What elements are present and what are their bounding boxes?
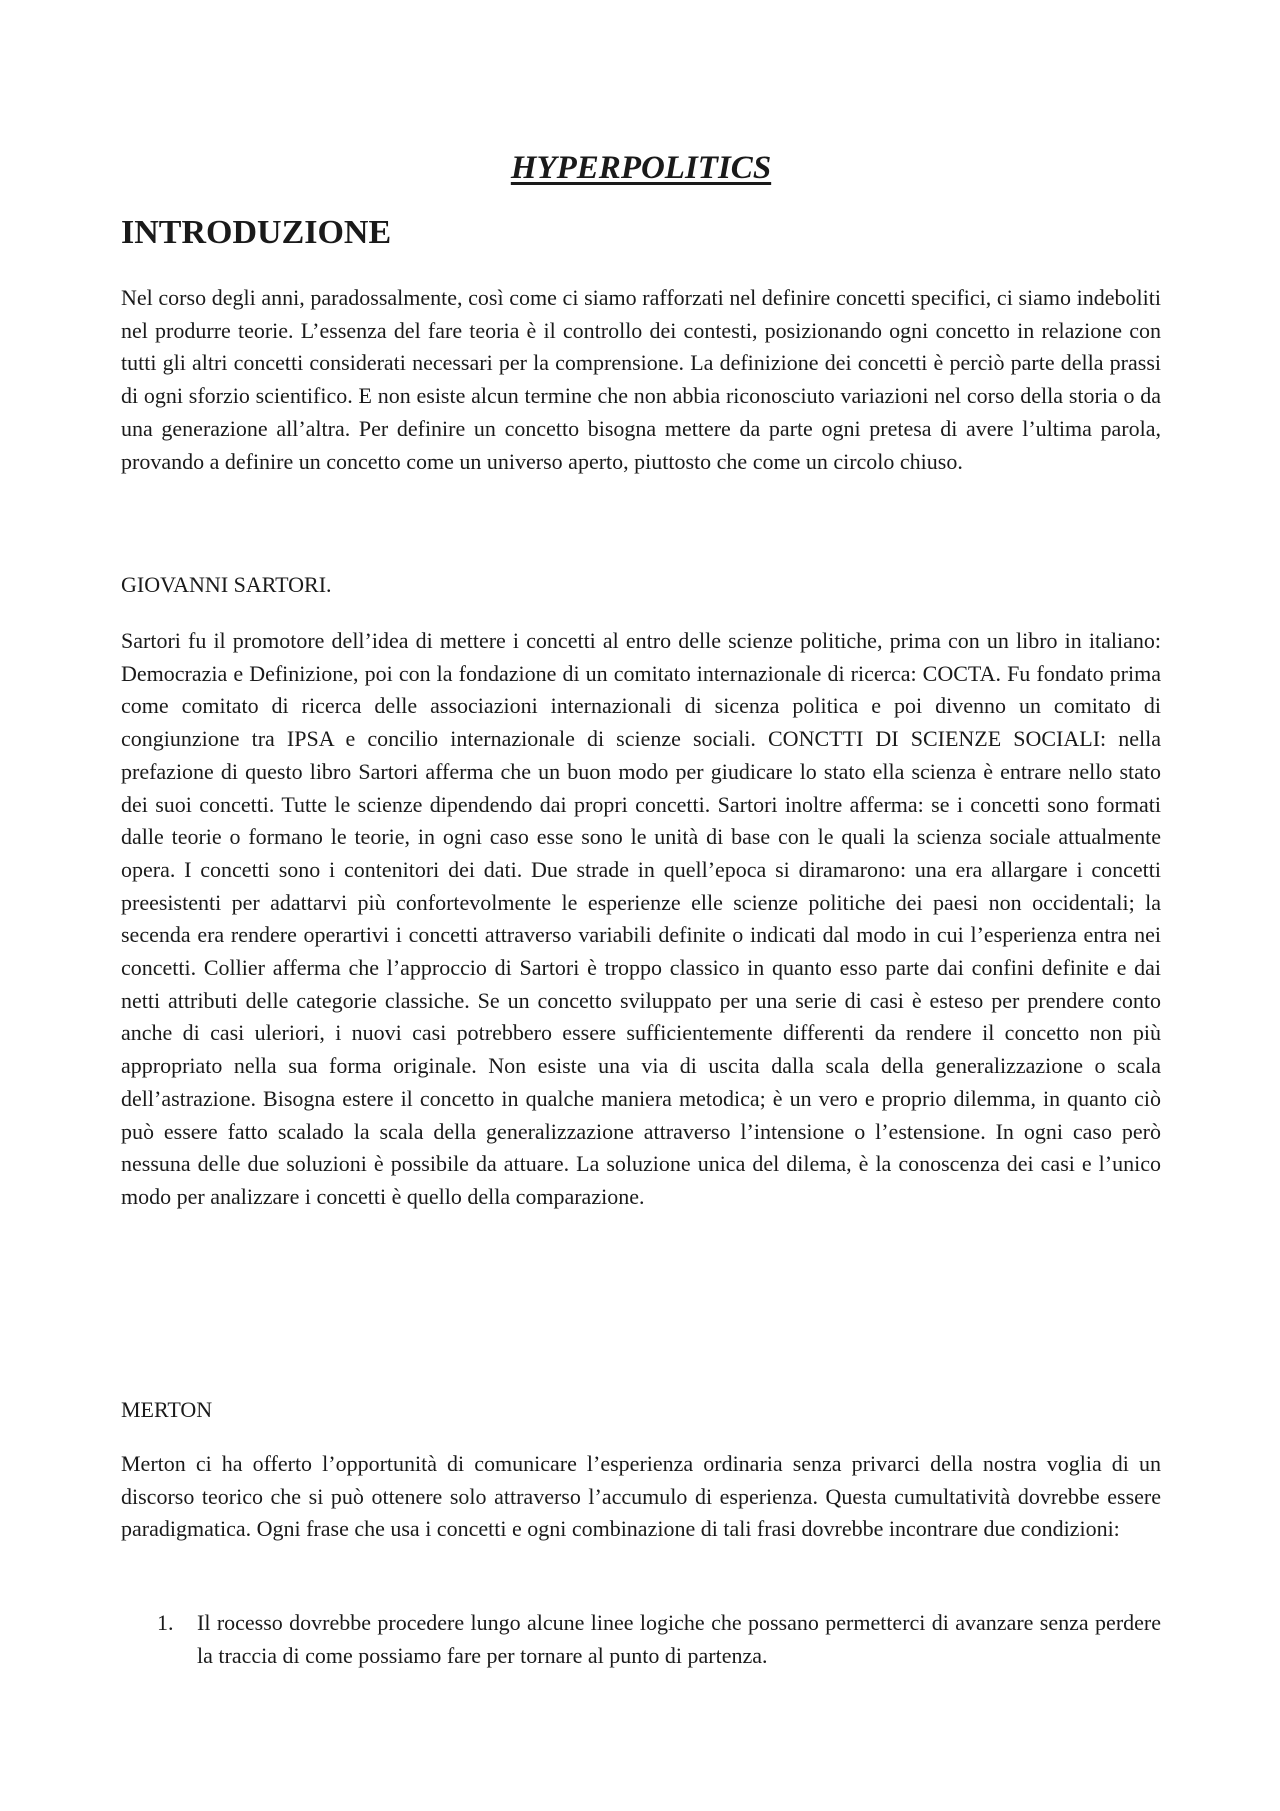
merton-paragraph: Merton ci ha offerto l’opportunità di comunicare l’esperienza ordinaria senza privarci della nostra voglia di un discorso teorico che si può ottenere solo attraverso l’accumulo di esperienza. Questa cumultatività dovrebbe essere paradigmatica. Ogni frase che usa i concetti e ogni combinazione di tali frasi dovrebbe incontrare due condizioni: [121,1451,1161,1542]
document-title: HYPERPOLITICS [510,150,772,186]
section-heading-introduzione: INTRODUZIONE [121,214,392,251]
conditions-list [121,1606,1161,1672]
intro-paragraph: Nel corso degli anni, paradossalmente, così come ci siamo rafforzati nel definire concetti specifici, ci siamo indeboliti nel produrre teorie. L’essenza del fare teoria è il controllo dei contesti, posizionando ogni concetto in relazione con tutti gli altri concetti considerati necessari per la comprensione. La definizione dei concetti è perciò parte della prassi di ogni sforzio scientifico. E non esiste alcun termine che non abbia riconosciuto variazioni nel corso della storia o da una generazione all’altra. Per definire un concetto bisogna mettere da parte ogni pretesa di avere l’ultima parola, provando a definire un concetto come un universo aperto, piuttosto che come un circolo chiuso. [121,285,1161,474]
list-item [121,1606,1161,1672]
sartori-paragraph: Sartori fu il promotore dell’idea di mettere i concetti al entro delle scienze politiche, prima con un libro in italiano: Democrazia e Definizione, poi con la fondazione di un comitato internazionale di ricerca: COCTA. Fu fondato prima come comitato di ricerca delle associazioni internazionali di sicenza politica e poi divenno un comitato di congiunzione tra IPSA e concilio internazionale di scienze sociali. CONCTTI DI SCIENZE SOCIALI: nella prefazione di questo libro Sartori afferma che un buon modo per giudicare lo stato ella scienza è entrare nello stato dei suoi concetti. Tutte le scienze dipendendo dai propri concetti. Sartori inoltre afferma: se i concetti sono formati dalle teorie o formano le teorie, in ogni caso esse sono le unità di base con le quali la scienza sociale attualmente opera. I concetti sono i contenitori dei dati. Due strade in quell’epoca si diramarono: una era allargare i concetti preesistenti per adattarvi più confortevolmente le esperienze elle scienze politiche dei paesi non occidentali; la secenda era rendere operartivi i concetti attraverso variabili definite o indicati dal modo in cui l’esperienza entra nei concetti. Collier afferma che l’approccio di Sartori è troppo classico in quanto esso parte dai confini definite e dai netti attributi delle categorie classiche. Se un concetto sviluppato per una serie di casi è esteso per prendere conto anche di casi uleriori, i nuovi casi potrebbero essere sufficientemente differenti da rendere il concetto non più appropriato nella sua forma originale. Non esiste una via di uscita dalla scala della generalizzazione o scala dell’astrazione. Bisogna estere il concetto in qualche maniera metodica; è un vero e proprio dilemma, in quanto ciò può essere fatto scalado la scala della generalizzazione attraverso l’intensione o l’estensione. In ogni caso però nessuna delle due soluzioni è possibile da attuare. La soluzione unica del dilema, è la conoscenza dei casi e l’unico modo per analizzare i concetti è quello della comparazione. [121,628,1161,1209]
list-item-number: 1. [157,1610,174,1635]
list-item-text: Il rocesso dovrebbe procedere lungo alcune linee logiche che possano permetterci di avanzare senza perdere la traccia di come possiamo fare per tornare al punto di partenza. [197,1610,1161,1668]
sartori-label: GIOVANNI SARTORI. [121,572,332,597]
merton-label: MERTON [121,1397,213,1422]
